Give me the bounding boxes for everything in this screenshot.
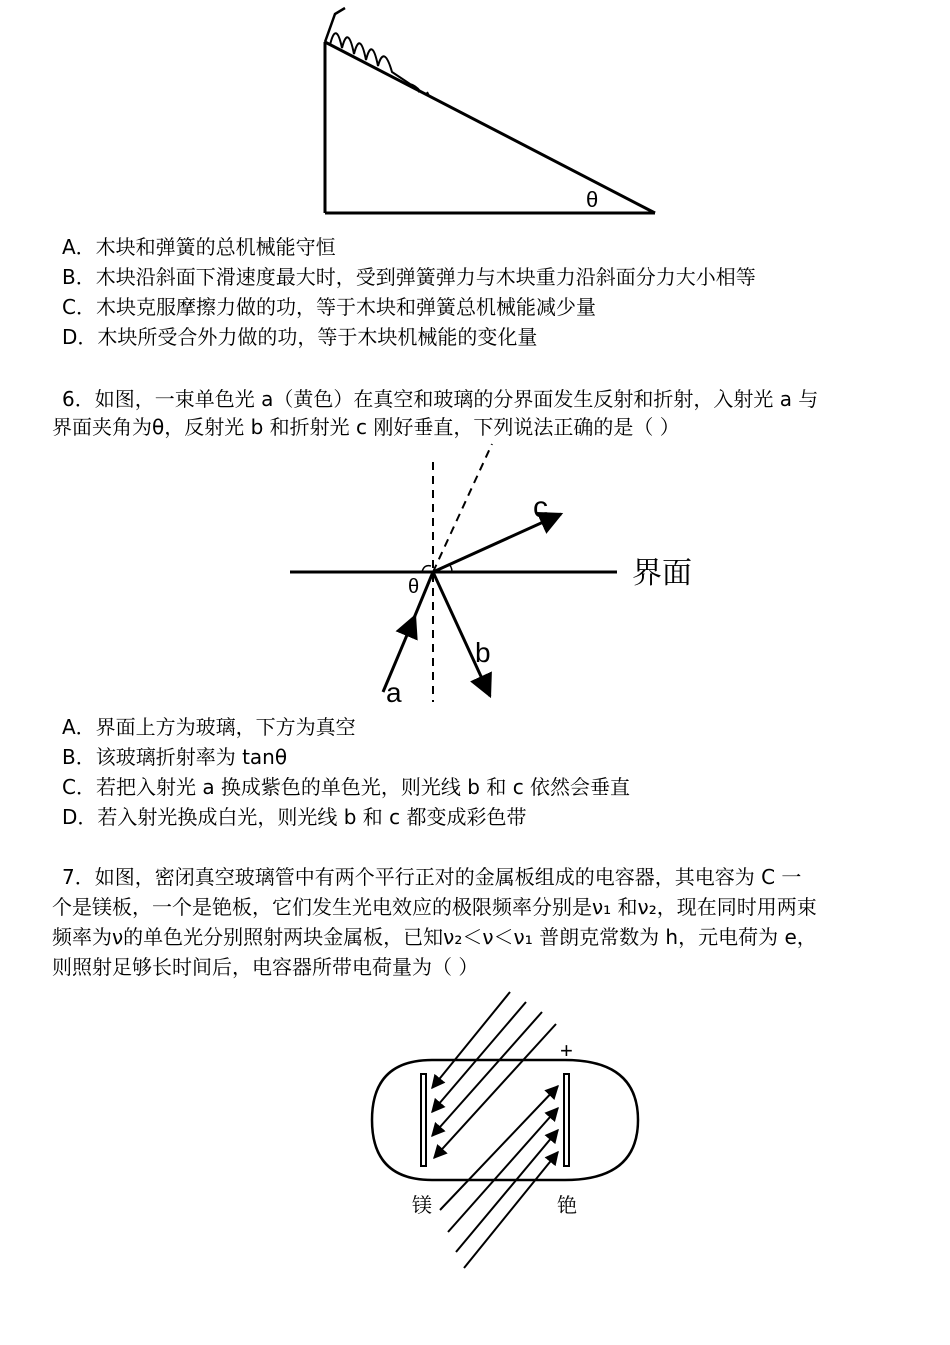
beam-right-1 [440,1086,558,1210]
beam-right-3 [456,1130,558,1252]
incline-figure [0,0,950,230]
ray-b-label: b [475,637,491,668]
ray-b [433,572,490,696]
cesium-label: 铯 [557,1193,577,1217]
q5-angle-label: θ [586,187,599,212]
q6-option-d: D．若入射光换成白光，则光线 b 和 c 都变成彩色带 [62,805,527,829]
q6-option-c: C．若把入射光 a 换成紫色的单色光，则光线 b 和 c 依然会垂直 [62,775,631,799]
q5-option-b: B．木块沿斜面下滑速度最大时，受到弹簧弹力与木块重力沿斜面分力大小相等 [62,265,756,289]
beam-left-2 [432,1002,526,1112]
q6-option-a: A．界面上方为玻璃，下方为真空 [62,715,356,739]
beam-left-3 [432,1012,542,1136]
interface-label: 界面 [632,556,692,591]
q7-stem-line4: 则照射足够长时间后，电容器所带电荷量为（ ） [52,955,479,979]
q6-angle-label: θ [408,576,420,598]
spring [330,33,410,84]
q6-option-b: B．该玻璃折射率为 tanθ [62,745,288,769]
beam-left-1 [432,992,510,1088]
incline-slope [325,42,655,213]
q5-option-a: A．木块和弹簧的总机械能守恒 [62,235,336,259]
wooden-block [408,84,420,92]
plus-sign: + [560,1038,573,1063]
q7-stem-line3: 频率为ν的单色光分别照射两块金属板，已知ν₂＜ν＜ν₁ 普朗克常数为 h，元电荷为 e， [52,925,817,949]
vacuum-tube [372,1060,638,1180]
beam-right-2 [448,1108,558,1232]
incident-extension [433,444,492,572]
capacitor-tube-figure [0,980,950,1280]
cesium-plate [564,1074,569,1166]
magnesium-plate [421,1074,426,1166]
q6-stem-line2: 界面夹角为θ，反射光 b 和折射光 c 刚好垂直，下列说法正确的是（ ） [52,415,680,439]
q6-stem-line1: 6．如图，一束单色光 a（黄色）在真空和玻璃的分界面发生反射和折射，入射光 a 与 [62,387,819,411]
q5-option-d: D．木块所受合外力做的功，等于木块机械能的变化量 [62,325,538,349]
ray-a-label: a [386,677,402,708]
magnesium-label: 镁 [412,1193,432,1217]
q5-option-c: C．木块克服摩擦力做的功，等于木块和弹簧总机械能减少量 [62,295,596,319]
beam-left-4 [434,1024,556,1158]
refraction-figure [0,440,950,720]
ray-c-label: c [533,491,548,524]
wall-hook [325,8,345,42]
q7-stem-line1: 7．如图，密闭真空玻璃管中有两个平行正对的金属板组成的电容器，其电容为 C 一 [62,865,802,889]
q7-stem-line2: 个是镁板，一个是铯板，它们发生光电效应的极限频率分别是ν₁ 和ν₂，现在同时用两束 [52,895,817,919]
